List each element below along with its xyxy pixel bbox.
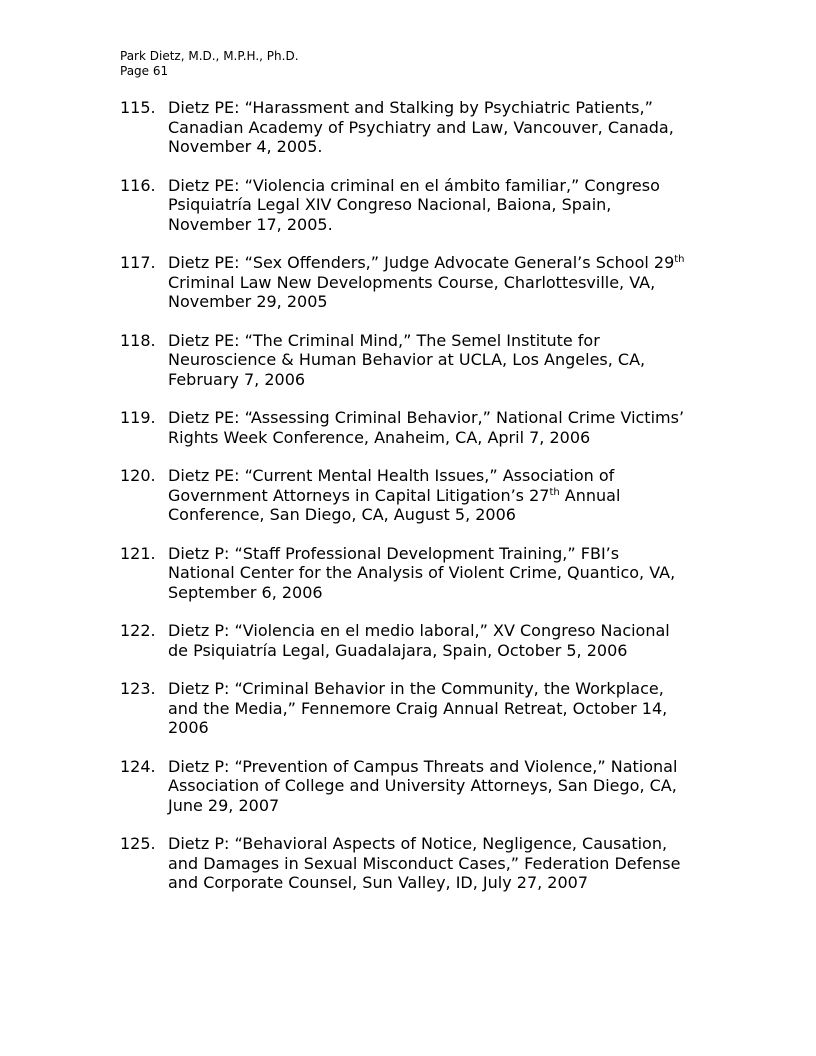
- item-text-line: Association of College and University Attorneys, San Diego, CA,: [168, 776, 677, 795]
- item-text-line: February 7, 2006: [168, 369, 306, 389]
- list-item-120: [120, 466, 720, 525]
- item-number: 115.: [120, 98, 156, 117]
- item-text-line: Conference, San Diego, CA, August 5, 2006: [168, 505, 516, 524]
- item-text-line: Dietz PE: “Violencia criminal en el ámbito familiar,” Congreso: [168, 175, 660, 195]
- item-text-line: Dietz P: “Staff Professional Development Training,” FBI’s: [168, 543, 620, 563]
- item-text-line: Dietz P: “Violencia en el medio laboral,” XV Congreso Nacional: [168, 621, 670, 640]
- item-text-segment: Annual: [559, 485, 621, 505]
- item-text-line: and the Media,” Fennemore Craig Annual Retreat, October 14,: [168, 698, 668, 718]
- item-number: 116.: [120, 175, 156, 195]
- list-item-125: [120, 834, 720, 893]
- header-author: Park Dietz, M.D., M.P.H., Ph.D.: [120, 49, 299, 63]
- item-number: 117.: [120, 253, 156, 272]
- item-text-line: National Center for the Analysis of Violent Crime, Quantico, VA,: [168, 563, 676, 582]
- item-text-line: and Damages in Sexual Misconduct Cases,” Federation Defense: [168, 853, 681, 873]
- item-text-line: November 4, 2005.: [168, 137, 323, 156]
- list-item-118: [120, 331, 720, 390]
- item-number: 122.: [120, 621, 156, 640]
- item-text-line: Criminal Law New Developments Course, Charlottesville, VA,: [168, 272, 656, 292]
- list-item-117: [120, 253, 720, 312]
- item-text-line: de Psiquiatría Legal, Guadalajara, Spain, October 5, 2006: [168, 640, 628, 660]
- item-text-line: Dietz PE: “Assessing Criminal Behavior,” National Crime Victims’: [168, 408, 685, 427]
- list-item-121: [120, 544, 720, 603]
- item-text-line: Dietz P: “Prevention of Campus Threats and Violence,” National: [168, 756, 678, 776]
- item-text-segment: Dietz PE: “Sex Offenders,” Judge Advocate General’s School 29: [168, 253, 675, 272]
- presentation-list: [120, 98, 720, 912]
- item-number: 120.: [120, 466, 156, 485]
- item-text-line: Dietz P: “Criminal Behavior in the Community, the Workplace,: [168, 679, 664, 698]
- item-text-line: 2006: [168, 718, 209, 737]
- item-text-segment: Government Attorneys in Capital Litigation’s 27: [168, 485, 550, 505]
- item-text-line: [168, 486, 720, 506]
- item-text-line: Rights Week Conference, Anaheim, CA, April 7, 2006: [168, 427, 591, 447]
- item-text-line: Psiquiatría Legal XIV Congreso Nacional, Baiona, Spain,: [168, 195, 612, 214]
- item-text-line: Dietz PE: “Harassment and Stalking by Psychiatric Patients,”: [168, 98, 653, 117]
- item-number: 123.: [120, 679, 156, 698]
- item-number: 119.: [120, 408, 156, 427]
- list-item-123: [120, 679, 720, 738]
- item-text-line: November 17, 2005.: [168, 214, 333, 234]
- item-text-line: September 6, 2006: [168, 582, 323, 602]
- item-text-line: Dietz PE: “The Criminal Mind,” The Semel Institute for: [168, 330, 600, 350]
- list-item-122: [120, 621, 720, 660]
- item-number: 121.: [120, 543, 156, 563]
- item-text-line: and Corporate Counsel, Sun Valley, ID, July 27, 2007: [168, 873, 589, 892]
- item-text-line: [168, 253, 720, 273]
- page-header: [120, 49, 299, 79]
- item-text-line: Canadian Academy of Psychiatry and Law, Vancouver, Canada,: [168, 117, 674, 137]
- list-item-119: [120, 408, 720, 447]
- list-item-124: [120, 757, 720, 816]
- item-text-line: Dietz PE: “Current Mental Health Issues,” Association of: [168, 466, 615, 485]
- header-page-number: Page 61: [120, 64, 169, 78]
- item-text-line: June 29, 2007: [168, 795, 280, 815]
- list-item-115: [120, 98, 720, 157]
- item-text-line: Neuroscience & Human Behavior at UCLA, Los Angeles, CA,: [168, 350, 646, 369]
- item-text-line: Dietz P: “Behavioral Aspects of Notice, Negligence, Causation,: [168, 834, 668, 853]
- item-number: 118.: [120, 330, 156, 350]
- item-text-line: November 29, 2005: [168, 292, 328, 311]
- item-number: 125.: [120, 834, 156, 853]
- ordinal-superscript: th: [549, 486, 560, 498]
- list-item-116: [120, 176, 720, 235]
- ordinal-superscript: th: [674, 254, 685, 265]
- item-number: 124.: [120, 756, 156, 776]
